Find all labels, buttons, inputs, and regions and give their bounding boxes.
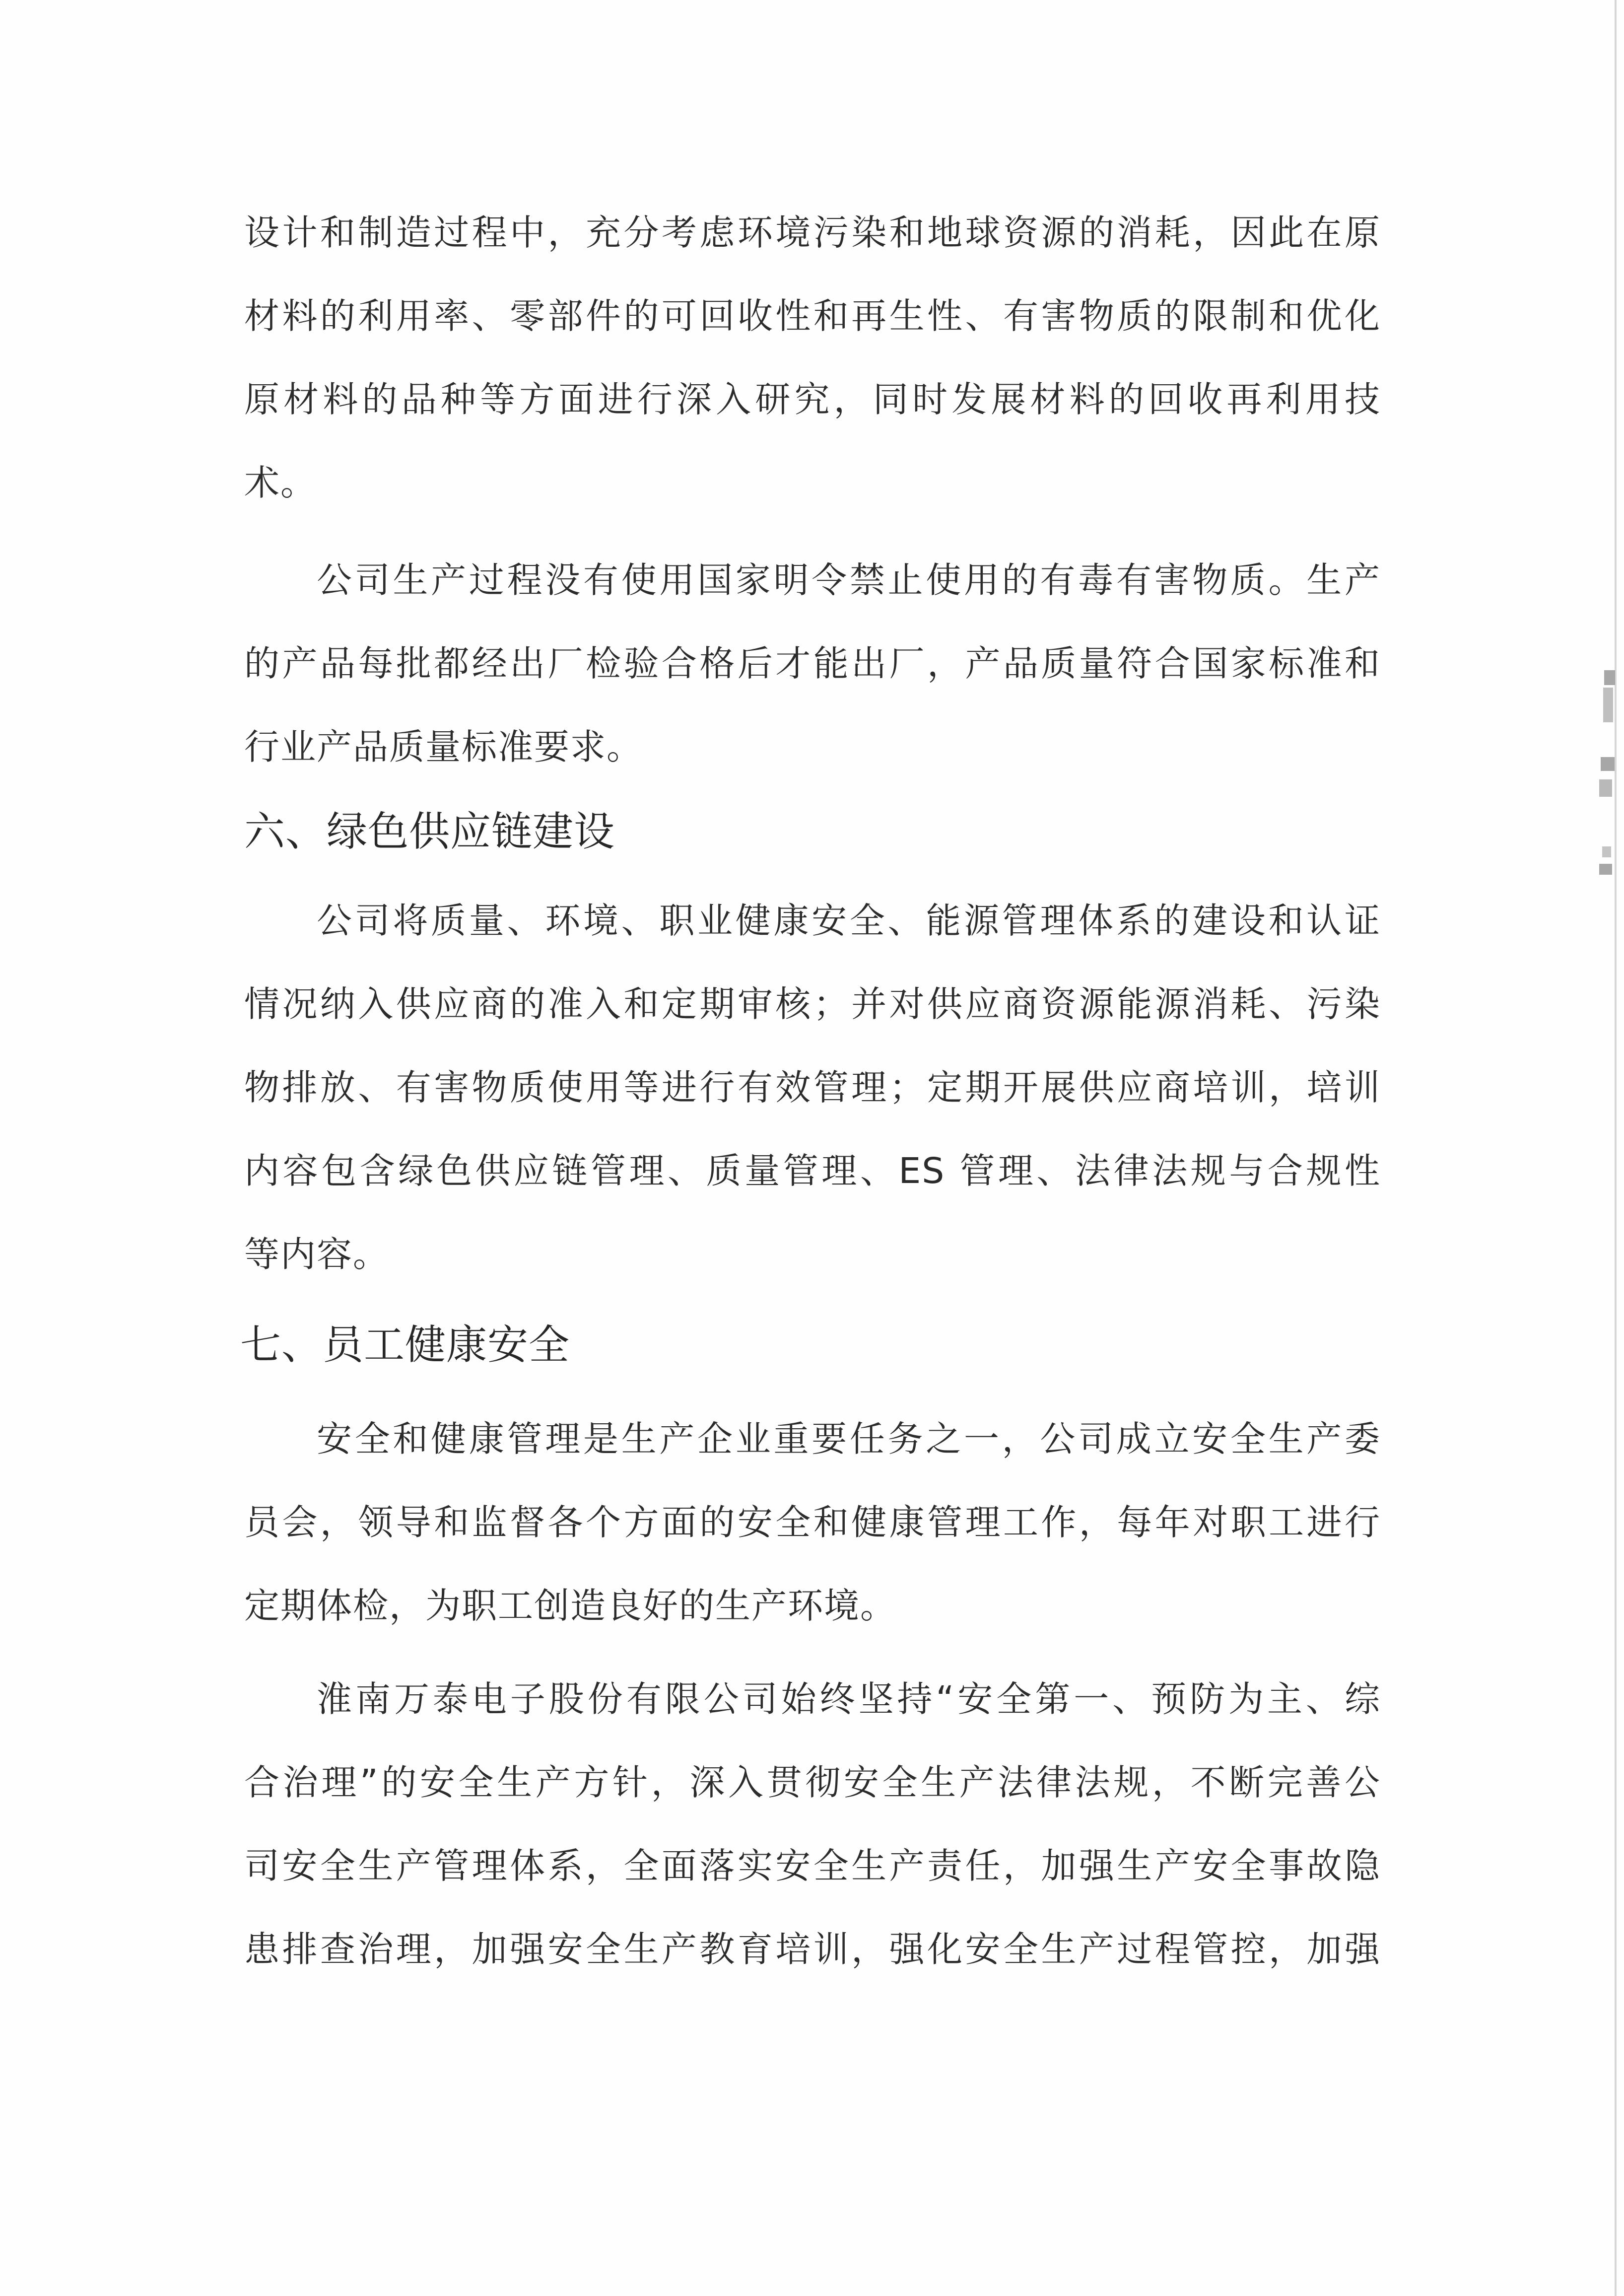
text-line: 司安全生产管理体系，全面落实安全生产责任，加强生产安全事故隐 xyxy=(244,1845,1381,1886)
seal-fragment-icon xyxy=(1599,779,1612,797)
text-line: 合治理”的安全生产方针，深入贯彻安全生产法律法规，不断完善公 xyxy=(244,1762,1381,1803)
text-line: 术。 xyxy=(244,462,317,503)
paragraph-safety-policy xyxy=(244,1658,1381,1991)
text-line: 公司将质量、环境、职业健康安全、能源管理体系的建设和认证 xyxy=(317,900,1381,941)
text-line: 患排查治理，加强安全生产教育培训，强化安全生产过程管控，加强 xyxy=(244,1929,1381,1970)
page-edge-line xyxy=(1615,0,1617,2296)
paragraph-health-management xyxy=(244,1397,1381,1648)
paragraph-gap xyxy=(244,1388,1381,1397)
text-line: 定期体检，为职工创造良好的生产环境。 xyxy=(244,1585,897,1626)
text-line: 设计和制造过程中，充分考虑环境污染和地球资源的消耗，因此在原 xyxy=(244,212,1381,253)
section-heading-employee-health-safety: 七、员工健康安全 xyxy=(240,1322,570,1369)
seal-fragment-icon xyxy=(1603,688,1613,722)
text-line: 内容包含绿色供应链管理、质量管理、ES 管理、法律法规与合规性 xyxy=(244,1150,1381,1191)
paragraph-supplier-management xyxy=(244,879,1381,1296)
text-line: 物排放、有害物质使用等进行有效管理；定期开展供应商培训，培训 xyxy=(244,1067,1381,1108)
text-line: 情况纳入供应商的准入和定期审核；并对供应商资源能源消耗、污染 xyxy=(244,983,1381,1025)
text-line: 材料的利用率、零部件的可回收性和再生性、有害物质的限制和优化 xyxy=(244,295,1381,337)
paragraph-materials-research xyxy=(244,191,1381,525)
text-line: 员会，领导和监督各个方面的安全和健康管理工作，每年对职工进行 xyxy=(244,1502,1381,1543)
paragraph-gap xyxy=(244,1648,1381,1658)
seal-fragment-icon xyxy=(1599,864,1612,875)
paragraph-gap xyxy=(244,525,1381,539)
section-heading-green-supply-chain: 六、绿色供应链建设 xyxy=(244,808,615,855)
paragraph-no-hazardous-substances xyxy=(244,539,1381,789)
text-line: 原材料的品种等方面进行深入研究，同时发展材料的回收再利用技 xyxy=(244,379,1381,420)
document-body xyxy=(240,191,1381,1991)
text-line: 等内容。 xyxy=(244,1234,390,1275)
text-line: 安全和健康管理是生产企业重要任务之一，公司成立安全生产委 xyxy=(317,1418,1381,1460)
text-line: 的产品每批都经出厂检验合格后才能出厂，产品质量符合国家标准和 xyxy=(244,643,1381,684)
seal-fragment-icon xyxy=(1601,757,1615,771)
text-line: 淮南万泰电子股份有限公司始终坚持“安全第一、预防为主、综 xyxy=(317,1678,1381,1720)
text-line: 行业产品质量标准要求。 xyxy=(244,726,643,767)
seal-fragment-icon xyxy=(1604,670,1615,685)
seal-fragment-icon xyxy=(1602,846,1611,857)
text-line: 公司生产过程没有使用国家明令禁止使用的有毒有害物质。生产 xyxy=(317,559,1381,601)
paragraph-gap xyxy=(244,874,1381,879)
